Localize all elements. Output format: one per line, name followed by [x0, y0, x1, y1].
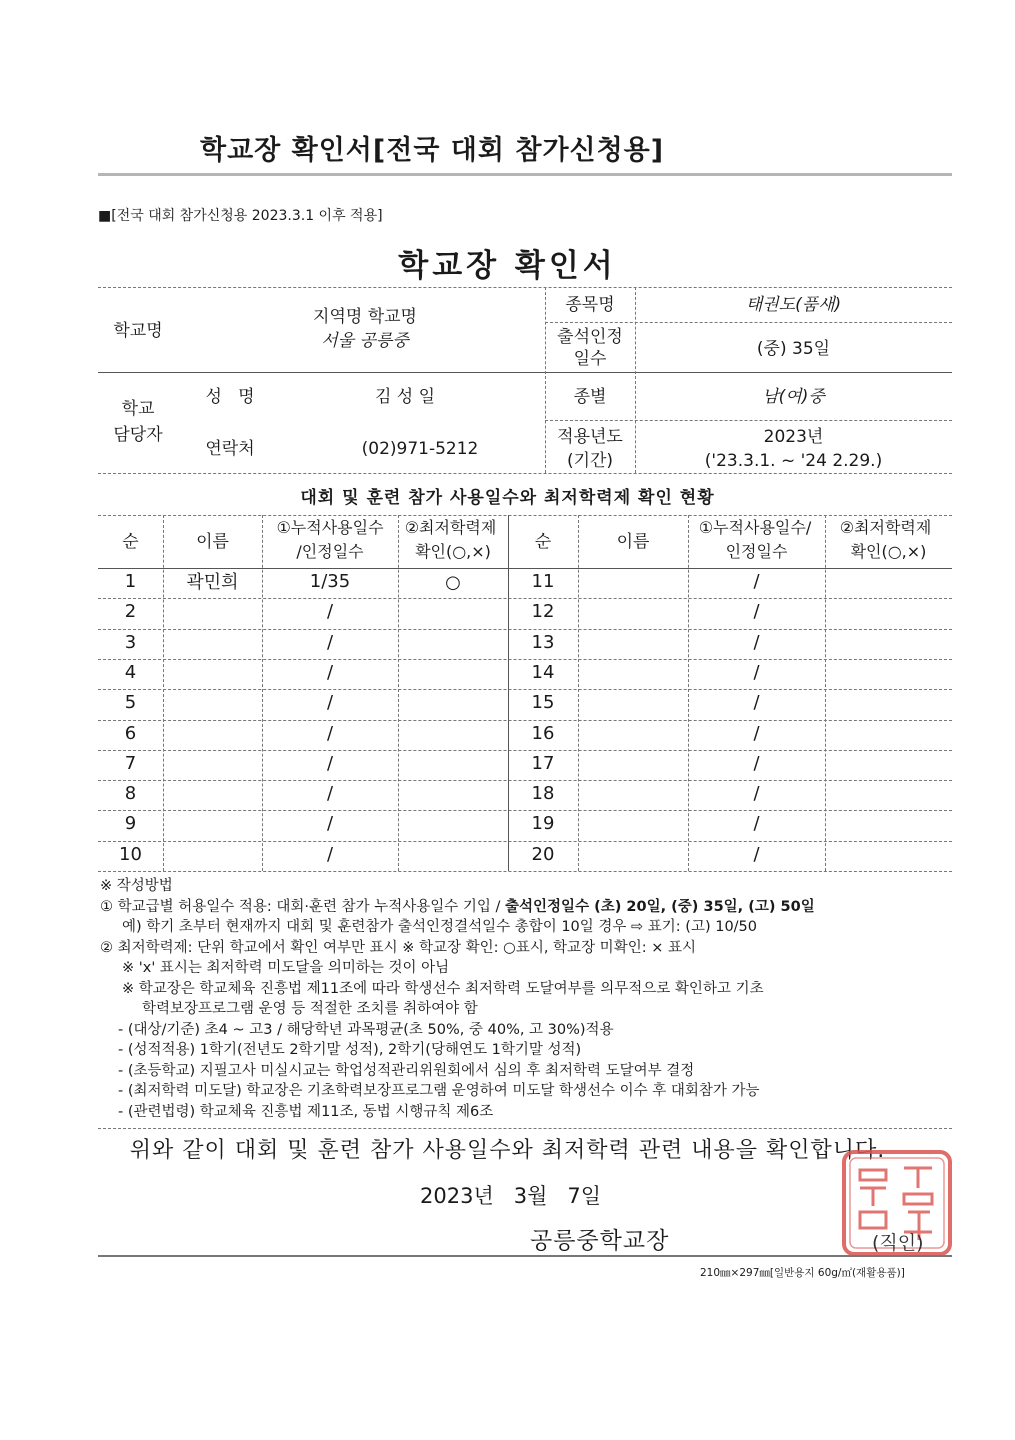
- note-1: [100, 897, 960, 918]
- school-sublabel: 지역명 학교명: [313, 307, 417, 327]
- row-number-right: 20: [531, 843, 555, 865]
- attendance-label-2: 일수: [573, 349, 607, 369]
- note-5: - (대상/기준) 초4 ~ 고3 / 해당학년 과목평균(초 50%, 중 40%, 고 30%)적용: [118, 1021, 614, 1038]
- row-days-right: /: [753, 722, 760, 744]
- table-row-divider: [98, 810, 952, 811]
- row-number: 6: [124, 722, 137, 744]
- document-header-title: 학교장 확인서[전국 대회 참가신청용]: [200, 135, 665, 166]
- row-days: 1/35: [309, 571, 351, 592]
- row-days-right: /: [753, 631, 760, 653]
- row-days: /: [326, 601, 334, 623]
- main-title: 학교장 확인서: [398, 248, 617, 284]
- row-number: 3: [124, 631, 137, 653]
- row-days: /: [326, 783, 334, 805]
- note-3: ※ 'x' 표시는 최저학력 미도달을 의미하는 것이 아님: [122, 960, 450, 976]
- table-row-divider: [98, 780, 952, 781]
- issue-date: 2023년 3월 7일: [420, 1184, 602, 1208]
- note-4: ※ 학교장은 학교체육 진흥법 제11조에 따라 학생선수 최저학력 도달여부를 의무적으로 확인하고 기초: [122, 980, 764, 997]
- col-header-days-1: ①누적사용일수: [276, 518, 384, 537]
- row-days-right: /: [753, 783, 760, 805]
- col-header-name: 이름: [196, 532, 229, 552]
- table-top-border: [98, 515, 952, 516]
- col-header-check-right-1: ②최저학력제: [839, 518, 932, 537]
- row-number-right: 17: [531, 752, 555, 774]
- note-1-text: ① 학교급별 허용일수 적용: 대회·훈련 참가 누적사용일수 기입 /: [100, 898, 506, 915]
- note-7: - (초등학교) 지필고사 미실시교는 학업성적관리위원회에서 심의 후 최저학력 도달여부 결정: [118, 1062, 695, 1079]
- type-label: 종별: [573, 387, 607, 407]
- row-number-right: 18: [531, 783, 555, 805]
- info-row-divider: [545, 420, 952, 421]
- table-row-divider: [98, 841, 952, 842]
- year-label-1: 적용년도: [557, 427, 623, 447]
- note-9: - (관련법령) 학교체육 진흥법 제11조, 동법 시행규칙 제6조: [118, 1103, 494, 1120]
- school-label: 학교명: [113, 321, 163, 341]
- row-number: 10: [119, 843, 142, 865]
- attendance-value: (중) 35일: [756, 339, 831, 359]
- row-number: 8: [124, 783, 137, 805]
- name-value: 김 성 일: [374, 387, 436, 407]
- type-value: 남(여)중: [762, 387, 825, 407]
- row-number: 5: [124, 692, 137, 714]
- col-header-name-right: 이름: [616, 532, 650, 552]
- footer-divider: [98, 1255, 952, 1257]
- col-header-days-right-2: 인정일수: [725, 542, 788, 561]
- row-days: /: [326, 631, 334, 653]
- row-number-right: 11: [531, 571, 555, 592]
- row-days-right: /: [753, 692, 760, 714]
- header-divider: [98, 173, 952, 176]
- table-bottom-border: [98, 871, 952, 872]
- note-1-bold: 출석인정일수 (초) 20일, (중) 35일, (고) 50일: [505, 898, 815, 915]
- phone-value: (02)971-5212: [361, 439, 479, 459]
- row-days: /: [326, 813, 334, 835]
- row-days: /: [326, 692, 334, 714]
- row-number: 1: [124, 571, 137, 592]
- col-header-check-right-2: 확인(○,×): [850, 542, 927, 561]
- row-number: 7: [124, 752, 137, 774]
- confirmation-statement: 위와 같이 대회 및 훈련 참가 사용일수와 최저학력 관련 내용을 확인합니다.: [129, 1138, 886, 1163]
- table-col-divider: [578, 515, 579, 871]
- row-days-right: /: [753, 813, 760, 835]
- col-header-check-2: 확인(○,×): [415, 542, 491, 561]
- row-number-right: 14: [531, 661, 555, 683]
- row-number: 2: [124, 601, 137, 623]
- paper-spec-footer: 210㎜×297㎜[일반용지 60g/㎡(재활용품)]: [700, 1267, 905, 1279]
- row-name: 곽민희: [186, 572, 239, 593]
- note-4-cont: 학력보장프로그램 운영 등 적절한 조치를 취하여야 함: [142, 1001, 478, 1017]
- year-label-2: (기간): [566, 451, 614, 471]
- notes-heading: ※ 작성방법: [100, 878, 173, 894]
- version-note: ■[전국 대회 참가신청용 2023.3.1 이후 적용]: [98, 208, 383, 224]
- contact-label-2: 담당자: [113, 425, 163, 445]
- table-row-divider: [98, 629, 952, 630]
- table-header-divider: [98, 568, 952, 569]
- writing-instructions: [100, 876, 960, 1122]
- principal-name: 공릉중학교장: [530, 1228, 670, 1254]
- row-days-right: /: [753, 752, 760, 774]
- row-check: ○: [445, 572, 461, 593]
- name-label: 성 명: [205, 387, 255, 407]
- info-section-divider: [98, 372, 952, 373]
- row-number: 4: [124, 661, 137, 683]
- row-days-right: /: [753, 661, 760, 683]
- table-col-divider: [163, 515, 164, 871]
- note-8: - (최저학력 미도달) 학교장은 기초학력보장프로그램 운영하여 미도달 학생선수 이수 후 대회참가 가능: [118, 1083, 760, 1099]
- note-2: ② 최저학력제: 단위 학교에서 확인 여부만 표시 ※ 학교장 확인: ○표시, 학교장 미확인: × 표시: [100, 939, 696, 956]
- row-number-right: 15: [531, 692, 555, 714]
- attendance-label-1: 출석인정: [557, 327, 623, 347]
- section-heading: 대회 및 훈련 참가 사용일수와 최저학력제 확인 현황: [300, 488, 715, 508]
- table-col-divider: [825, 515, 826, 871]
- info-bottom-border: [98, 473, 952, 474]
- col-header-check-1: ②최저학력제: [404, 518, 497, 537]
- table-row-divider: [98, 720, 952, 721]
- official-seal-label: (직인): [872, 1232, 924, 1254]
- contact-label-1: 학교: [121, 399, 155, 419]
- col-header-no: 순: [122, 532, 139, 552]
- row-number-right: 19: [531, 813, 555, 835]
- row-number-right: 13: [531, 631, 555, 653]
- row-days: /: [326, 722, 334, 744]
- row-days: /: [326, 661, 334, 683]
- row-days: /: [326, 843, 334, 865]
- row-days-right: /: [753, 571, 760, 592]
- year-value-2: ('23.3.1. ~ '24 2.29.): [704, 451, 883, 471]
- table-col-divider: [398, 515, 399, 871]
- table-row-divider: [98, 750, 952, 751]
- table-row-divider: [98, 659, 952, 660]
- row-days: /: [326, 752, 334, 774]
- col-header-no-right: 순: [534, 532, 552, 552]
- row-number: 9: [124, 813, 137, 835]
- note-6: - (성적적용) 1학기(전년도 2학기말 성적), 2학기(당해연도 1학기말 성적): [118, 1042, 582, 1058]
- notes-bottom-border: [98, 1128, 952, 1129]
- row-number-right: 16: [531, 722, 555, 744]
- school-value: 서울 공릉중: [321, 331, 409, 351]
- sport-value: 태권도(품새): [745, 295, 842, 315]
- note-1-example: 예) 학기 초부터 현재까지 대회 및 훈련참가 출석인정결석일수 총합이 10일 경우 ⇨ 표기: (고) 10/50: [122, 919, 758, 935]
- phone-label: 연락처: [205, 439, 255, 459]
- table-row-divider: [98, 598, 952, 599]
- col-header-days-2: /인정일수: [296, 542, 364, 561]
- col-header-days-right-1: ①누적사용일수/: [698, 518, 812, 537]
- row-days-right: /: [753, 843, 760, 865]
- table-row-divider: [98, 689, 952, 690]
- info-row-divider: [545, 322, 952, 323]
- row-days-right: /: [753, 601, 760, 623]
- sport-label: 종목명: [565, 295, 615, 315]
- year-value-1: 2023년: [763, 427, 824, 447]
- info-top-border: [98, 287, 952, 288]
- row-number-right: 12: [531, 601, 555, 623]
